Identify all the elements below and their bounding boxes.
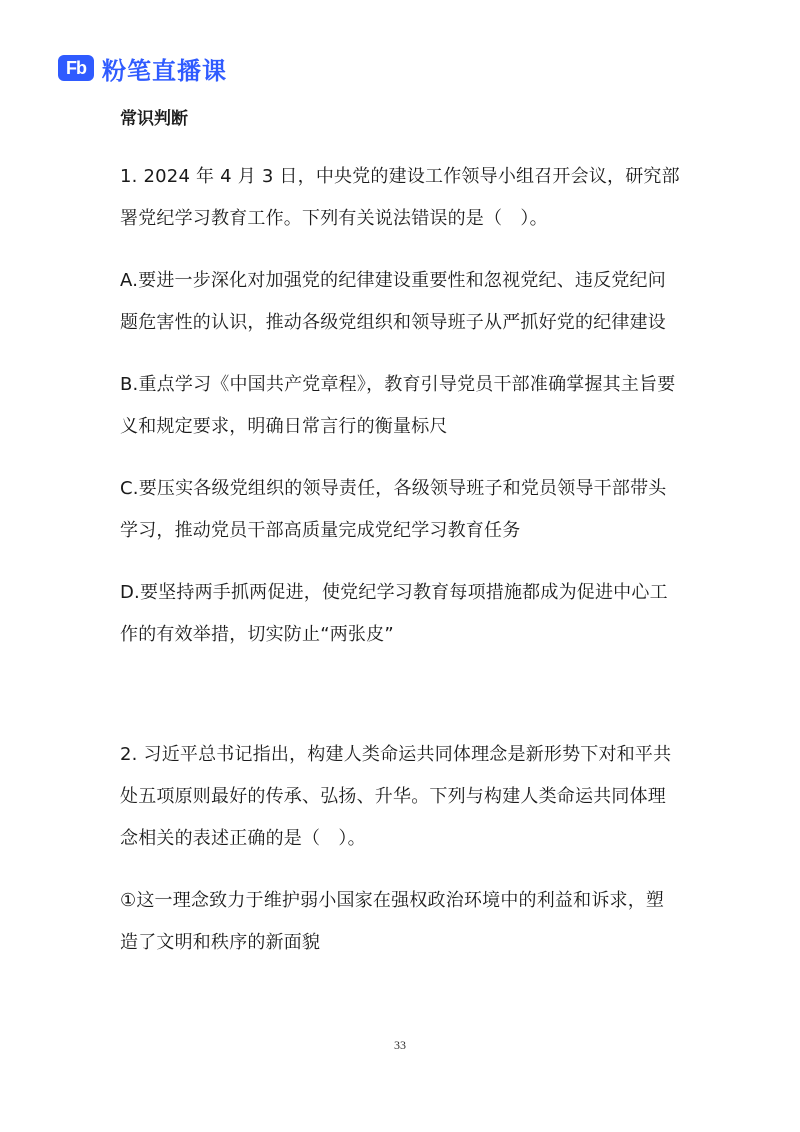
fenbi-logo-icon — [58, 55, 94, 81]
question-1-option-c: C.要压实各级党组织的领导责任，各级领导班子和党员领导干部带头学习，推动党员干部高质量完成党纪学习教育任务 — [120, 478, 667, 541]
question-2-stem: 2. 习近平总书记指出，构建人类命运共同体理念是新形势下对和平共处五项原则最好的传承、弘扬、升华。下列与构建人类命运共同体理念相关的表述正确的是（ ）。 — [120, 744, 672, 849]
document-body — [120, 106, 680, 984]
question-1-option-a: A.要进一步深化对加强党的纪律建设重要性和忽视党纪、违反党纪问题危害性的认识，推动各级党组织和领导班子从严抓好党的纪律建设 — [120, 270, 666, 333]
question-1-option-b: B.重点学习《中国共产党章程》，教育引导党员干部准确掌握其主旨要义和规定要求，明确日常言行的衡量标尺 — [120, 374, 676, 437]
section-title: 常识判断 — [120, 109, 188, 129]
spacer — [120, 676, 680, 734]
brand-name: 粉笔直播课 — [102, 56, 227, 85]
page-number: 33 — [394, 1038, 406, 1052]
header — [58, 52, 227, 84]
question-1-option-d: D.要坚持两手抓两促进，使党纪学习教育每项措施都成为促进中心工作的有效举措，切实防止“两张皮” — [120, 582, 668, 645]
question-1-stem: 1. 2024 年 4 月 3 日，中央党的建设工作领导小组召开会议，研究部署党纪学习教育工作。下列有关说法错误的是（ ）。 — [120, 166, 680, 229]
question-2-item-1: ①这一理念致力于维护弱小国家在强权政治环境中的利益和诉求，塑造了文明和秩序的新面貌 — [120, 890, 665, 953]
logo-text: Fb — [66, 57, 86, 78]
